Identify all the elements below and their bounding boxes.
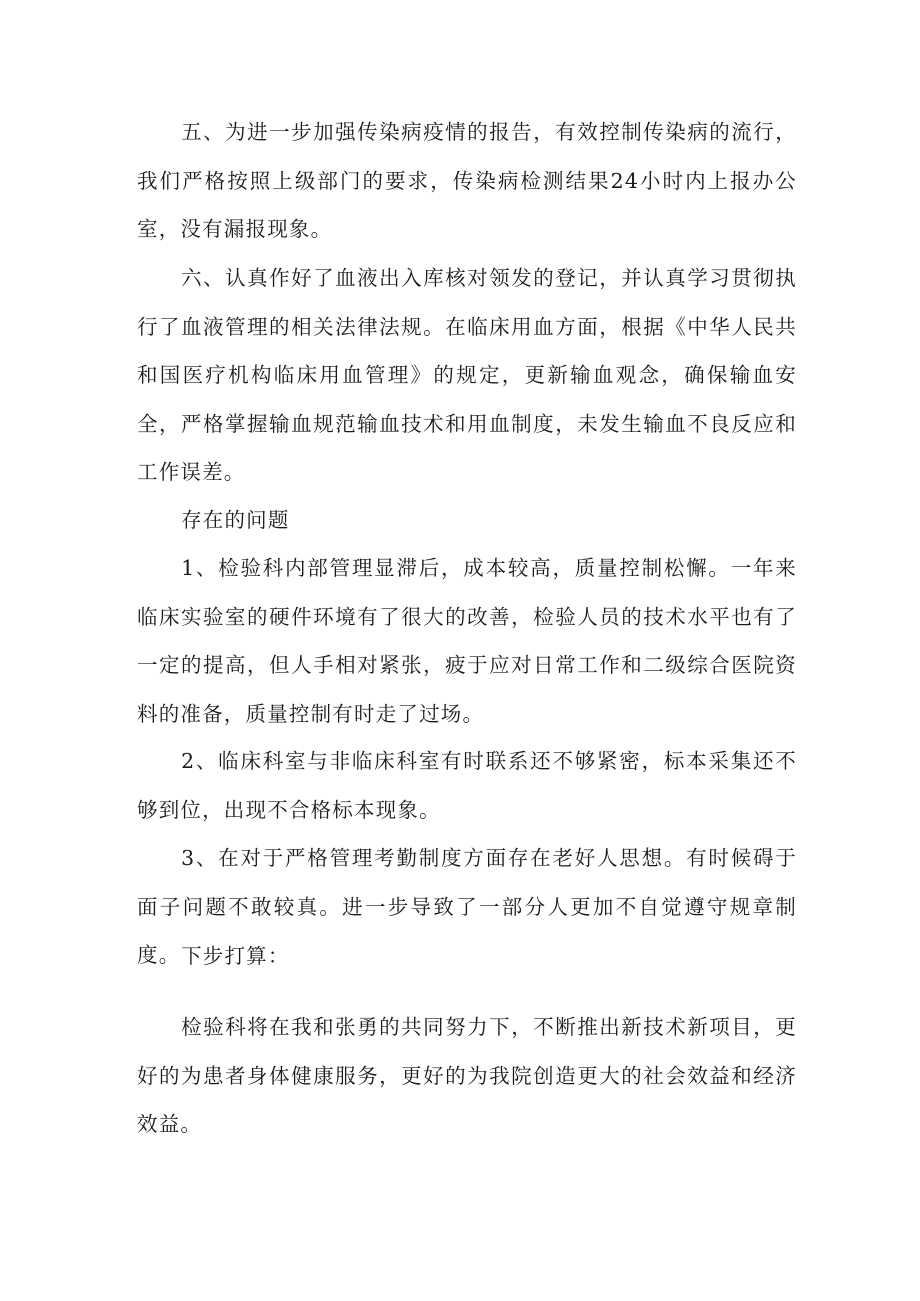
paragraph-blood-management: 六、认真作好了血液出入库核对领发的登记，并认真学习贯彻执行了血液管理的相关法律法规。在临床用血方面，根据《中华人民共和国医疗机构临床用血管理》的规定，更新输血观念，确保输血安全，严格掌握输血规范输血技术和用血制度，未发生输血不良反应和工作误差。 [137, 266, 797, 484]
heading-next-steps: 下步打算： [181, 944, 290, 968]
paragraph-problem-2: 2、临床科室与非临床科室有时联系还不够紧密，标本采集还不够到位，出现不合格标本现象。 [137, 749, 797, 822]
paragraph-problem-3: 3、在对于严格管理考勤制度方面存在老好人思想。有时候碍于面子问题不敢较真。进一步导致了一部分人更加不自觉遵守规章制度。 [137, 846, 797, 967]
paragraph-next-steps: 检验科将在我和张勇的共同努力下，不断推出新技术新项目，更好的为患者身体健康服务，更好的为我院创造更大的社会效益和经济效益。 [137, 1015, 797, 1136]
paragraph-infectious-disease-reporting: 五、为进一步加强传染病疫情的报告，有效控制传染病的流行，我们严格按照上级部门的要求，传染病检测结果24小时内上报办公室，没有漏报现象。 [137, 120, 797, 241]
heading-existing-problems: 存在的问题 [181, 508, 290, 532]
paragraph-problem-1: 1、检验科内部管理显滞后，成本较高，质量控制松懈。一年来临床实验室的硬件环境有了很大的改善，检验人员的技术水平也有了一定的提高，但人手相对紧张，疲于应对日常工作和二级综合医院资料的准备，质量控制有时走了过场。 [137, 556, 797, 726]
